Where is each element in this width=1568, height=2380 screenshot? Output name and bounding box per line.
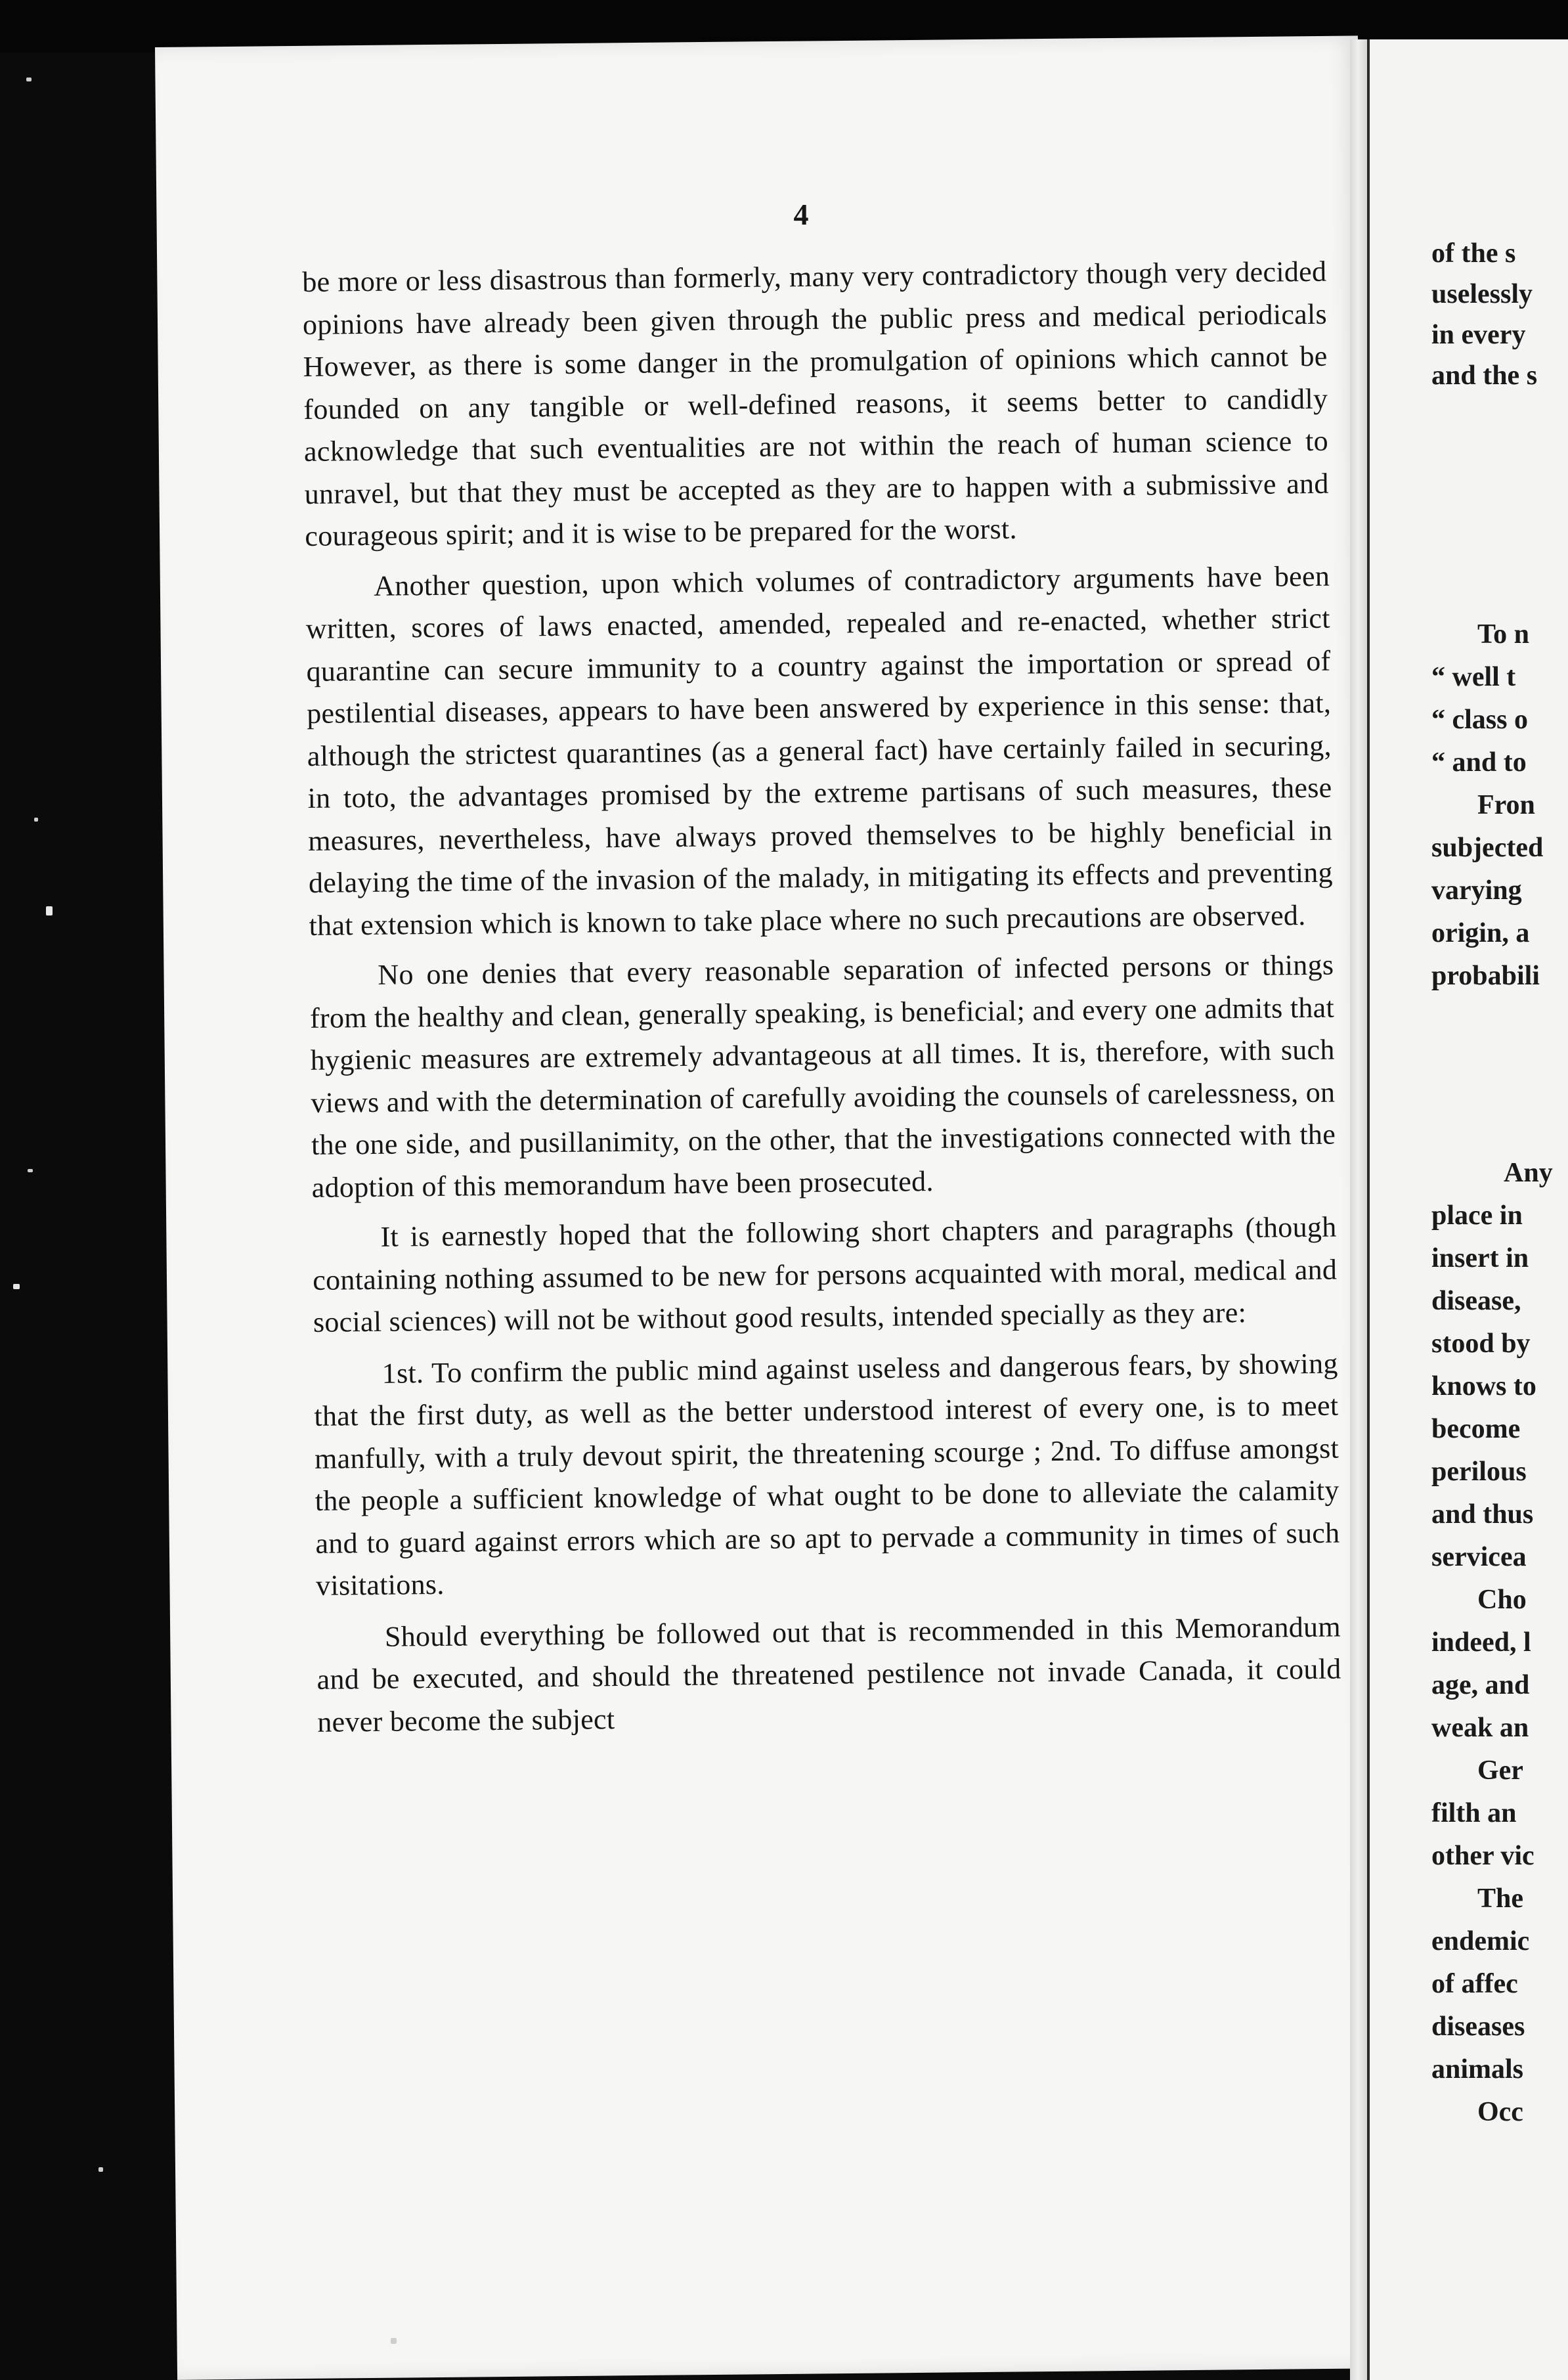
right-line: weak an — [1431, 1713, 1529, 1743]
right-line: in every — [1431, 320, 1526, 350]
right-line: Ger — [1477, 1755, 1523, 1786]
right-line: and the s — [1431, 361, 1538, 391]
right-line: varying — [1431, 875, 1522, 906]
paragraph-1: be more or less disastrous than formerly, many very contradictory though very decided opinions have already been given through the public press and medical periodicals However, as there is some danger in the promulgation of opinions which cannot be founded on any tangible or well-defined reasons, it seems better to candidly acknowledge that such eventualities are not within the reach of human science to unravel, but that they must be accepted as they are to happen with a submissive and courageous spirit; and it is wise to be prepared for the worst. — [302, 255, 1329, 552]
page-number: 4 — [793, 198, 809, 231]
paragraph-3: No one denies that every reasonable separation of infected persons or things from the healthy and clean, generally speaking, is beneficial; and every one admits that hygienic measures are extremely advantageous at all times. It is, therefore, with such views and with the determination of carefully avoiding the counsels of carelessness, on the one side, and pusillanimity, on the other, that the investigations connected with the adoption of this memorandum have been prosecuted. — [309, 948, 1336, 1204]
page-body — [302, 251, 1342, 1752]
right-line: age, and — [1431, 1670, 1530, 1700]
right-line: “ class o — [1431, 705, 1528, 735]
right-line: of the s — [1431, 238, 1516, 269]
right-line: Cho — [1477, 1585, 1527, 1615]
right-line: of affec — [1431, 1969, 1518, 1999]
right-line: Fron — [1477, 790, 1535, 820]
right-line: The — [1477, 1884, 1524, 1914]
right-line: subjected — [1431, 833, 1544, 863]
right-line: animals — [1431, 2054, 1524, 2084]
right-line: Occ — [1477, 2097, 1523, 2127]
right-line: Any — [1504, 1158, 1553, 1188]
right-line: other vic — [1431, 1841, 1535, 1871]
right-line: origin, a — [1431, 918, 1530, 948]
right-line: stood by — [1431, 1329, 1531, 1359]
right-line: diseases — [1431, 2012, 1525, 2042]
right-line: knows to — [1431, 1371, 1536, 1401]
right-line: servicea — [1431, 1542, 1527, 1572]
paragraph-6: Should everything be followed out that is recommended in this Memorandum and be executed, and should the threatened pestilence not invade Canada, it could never become the subject — [316, 1610, 1341, 1738]
right-line: uselessly — [1431, 279, 1533, 309]
right-line: filth an — [1431, 1798, 1517, 1828]
paragraph-5: 1st. To confirm the public mind against useless and dangerous fears, by showing that the first duty, as well as the better understood interest of every one, is to meet manfully, with a truly devout spirit, the threatening scourge ; 2nd. To diffuse amongst the people a sufficient knowledge of what ought to be done to alleviate the calamity and to guard against errors which are so apt to pervade a community in times of such visitations. — [314, 1347, 1340, 1602]
right-line: To n — [1477, 619, 1530, 650]
right-line: disease, — [1431, 1286, 1521, 1316]
right-line: indeed, l — [1431, 1627, 1531, 1658]
right-line: endemic — [1431, 1926, 1530, 1956]
paragraph-2: Another question, upon which volumes of contradictory arguments have been written, scores of laws enacted, amended, repealed and re-enacted, whether strict quarantine can secure immunity to a country against the importation or spread of pestilential diseases, appears to have been answered by experience in this sense: that, although the strictest quarantines (as a general fact) have certainly failed in securing, in toto, the advantages promised by the extreme partisans of such measures, these measures, nevertheless, have always proved themselves to be highly beneficial in delaying the time of the invasion of the malady, in mitigating its effects and preventing that extension which is known to take place where no such precautions are observed. — [305, 560, 1334, 942]
right-line: become — [1431, 1414, 1521, 1444]
right-line: and thus — [1431, 1499, 1534, 1530]
right-line: insert in — [1431, 1243, 1529, 1273]
right-line: perilous — [1431, 1457, 1527, 1487]
right-line: “ well t — [1431, 662, 1516, 692]
right-line: probabili — [1431, 961, 1540, 991]
right-line: “ and to — [1431, 747, 1527, 778]
paragraph-4: It is earnestly hoped that the following short chapters and paragraphs (though containing nothing assumed to be new for persons acquainted with moral, medical and social sciences) will not be without good results, intended specially as they are: — [312, 1210, 1338, 1338]
right-line: place in — [1431, 1201, 1523, 1231]
